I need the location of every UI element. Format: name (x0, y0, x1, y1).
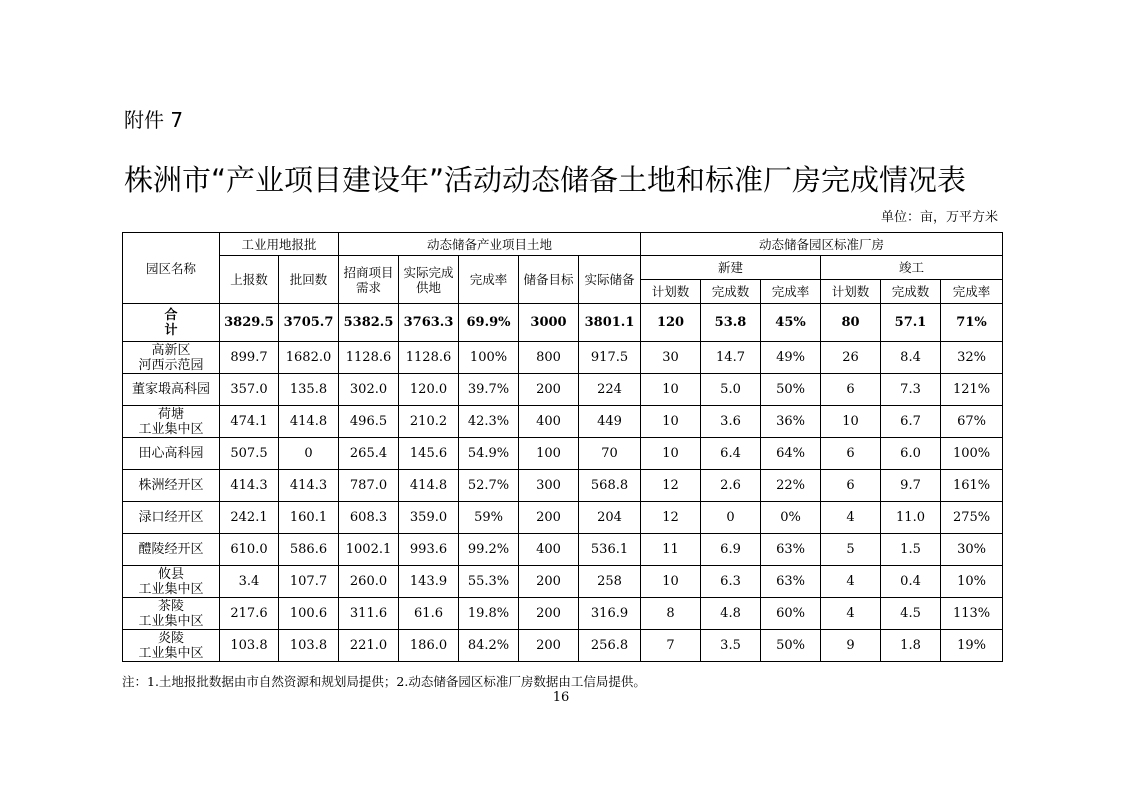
value-cell: 200 (519, 374, 579, 406)
value-cell: 496.5 (339, 406, 399, 438)
value-cell: 36% (761, 406, 821, 438)
header-completion-rate: 完成率 (459, 256, 519, 304)
value-cell: 100.6 (279, 598, 339, 630)
value-cell: 10 (641, 438, 701, 470)
value-cell: 143.9 (399, 566, 459, 598)
park-name-cell: 炎陵 工业集中区 (123, 630, 220, 662)
value-cell: 54.9% (459, 438, 519, 470)
footnote: 注：1.土地报批数据由市自然资源和规划局提供；2.动态储备园区标准厂房数据由工信局提供。 (122, 674, 646, 689)
value-cell: 414.8 (399, 470, 459, 502)
value-cell: 0% (761, 502, 821, 534)
value-cell: 917.5 (579, 342, 641, 374)
value-cell: 84.2% (459, 630, 519, 662)
park-name-cell: 高新区 河西示范园 (123, 342, 220, 374)
header-actual-reserve: 实际储备 (579, 256, 641, 304)
value-cell: 70 (579, 438, 641, 470)
park-name-cell: 渌口经开区 (123, 502, 220, 534)
value-cell: 536.1 (579, 534, 641, 566)
value-cell: 63% (761, 566, 821, 598)
value-cell: 135.8 (279, 374, 339, 406)
value-cell: 100 (519, 438, 579, 470)
value-cell: 6.3 (701, 566, 761, 598)
value-cell: 10 (641, 406, 701, 438)
value-cell: 61.6 (399, 598, 459, 630)
value-cell: 200 (519, 630, 579, 662)
value-cell: 357.0 (220, 374, 279, 406)
value-cell: 121% (941, 374, 1003, 406)
value-cell: 899.7 (220, 342, 279, 374)
value-cell: 3705.7 (279, 304, 339, 342)
value-cell: 120 (641, 304, 701, 342)
park-name-cell: 田心高科园 (123, 438, 220, 470)
value-cell: 200 (519, 566, 579, 598)
value-cell: 1002.1 (339, 534, 399, 566)
value-cell: 69.9% (459, 304, 519, 342)
value-cell: 30 (641, 342, 701, 374)
header-completed-work: 竣工 (821, 256, 1003, 280)
value-cell: 103.8 (279, 630, 339, 662)
value-cell: 359.0 (399, 502, 459, 534)
value-cell: 474.1 (220, 406, 279, 438)
value-cell: 19% (941, 630, 1003, 662)
value-cell: 275% (941, 502, 1003, 534)
value-cell: 0 (701, 502, 761, 534)
table-row-total (123, 304, 1003, 342)
value-cell: 22% (761, 470, 821, 502)
value-cell: 10% (941, 566, 1003, 598)
value-cell: 993.6 (399, 534, 459, 566)
value-cell: 60% (761, 598, 821, 630)
value-cell: 204 (579, 502, 641, 534)
value-cell: 186.0 (399, 630, 459, 662)
value-cell: 5 (821, 534, 881, 566)
value-cell: 39.7% (459, 374, 519, 406)
value-cell: 7 (641, 630, 701, 662)
table-row (123, 406, 1003, 438)
table-row (123, 342, 1003, 374)
value-cell: 10 (821, 406, 881, 438)
value-cell: 5.0 (701, 374, 761, 406)
value-cell: 787.0 (339, 470, 399, 502)
value-cell: 6 (821, 374, 881, 406)
value-cell: 1682.0 (279, 342, 339, 374)
value-cell: 1.8 (881, 630, 941, 662)
value-cell: 414.3 (279, 470, 339, 502)
value-cell: 217.6 (220, 598, 279, 630)
header-reported: 上报数 (220, 256, 279, 304)
value-cell: 200 (519, 502, 579, 534)
value-cell: 67% (941, 406, 1003, 438)
value-cell: 30% (941, 534, 1003, 566)
header-new-build: 新建 (641, 256, 821, 280)
value-cell: 99.2% (459, 534, 519, 566)
value-cell: 50% (761, 630, 821, 662)
table-row (123, 374, 1003, 406)
header-new-rate: 完成率 (761, 280, 821, 304)
value-cell: 55.3% (459, 566, 519, 598)
value-cell: 3829.5 (220, 304, 279, 342)
value-cell: 4 (821, 566, 881, 598)
table-row (123, 630, 1003, 662)
value-cell: 57.1 (881, 304, 941, 342)
value-cell: 5382.5 (339, 304, 399, 342)
value-cell: 4.8 (701, 598, 761, 630)
value-cell: 113% (941, 598, 1003, 630)
value-cell: 120.0 (399, 374, 459, 406)
header-group-dynamic-factory: 动态储备园区标准厂房 (641, 233, 1003, 256)
park-name-cell: 攸县 工业集中区 (123, 566, 220, 598)
header-comp-done: 完成数 (881, 280, 941, 304)
value-cell: 49% (761, 342, 821, 374)
value-cell: 3763.3 (399, 304, 459, 342)
value-cell: 42.3% (459, 406, 519, 438)
value-cell: 586.6 (279, 534, 339, 566)
value-cell: 414.3 (220, 470, 279, 502)
value-cell: 11 (641, 534, 701, 566)
header-new-done: 完成数 (701, 280, 761, 304)
park-name-cell: 董家塅高科园 (123, 374, 220, 406)
value-cell: 568.8 (579, 470, 641, 502)
value-cell: 0.4 (881, 566, 941, 598)
header-comp-rate: 完成率 (941, 280, 1003, 304)
header-park-name: 园区名称 (123, 233, 220, 304)
table-row (123, 502, 1003, 534)
table-row (123, 566, 1003, 598)
value-cell: 64% (761, 438, 821, 470)
value-cell: 145.6 (399, 438, 459, 470)
table-row (123, 470, 1003, 502)
value-cell: 4.5 (881, 598, 941, 630)
value-cell: 6.0 (881, 438, 941, 470)
value-cell: 608.3 (339, 502, 399, 534)
header-comp-plan: 计划数 (821, 280, 881, 304)
park-name-cell: 醴陵经开区 (123, 534, 220, 566)
value-cell: 14.7 (701, 342, 761, 374)
value-cell: 302.0 (339, 374, 399, 406)
value-cell: 59% (459, 502, 519, 534)
value-cell: 258 (579, 566, 641, 598)
value-cell: 107.7 (279, 566, 339, 598)
park-name-cell: 荷塘 工业集中区 (123, 406, 220, 438)
value-cell: 6.7 (881, 406, 941, 438)
value-cell: 6 (821, 438, 881, 470)
value-cell: 242.1 (220, 502, 279, 534)
page-title: 株洲市“产业项目建设年”活动动态储备土地和标准厂房完成情况表 (124, 163, 967, 197)
value-cell: 3801.1 (579, 304, 641, 342)
value-cell: 32% (941, 342, 1003, 374)
value-cell: 221.0 (339, 630, 399, 662)
unit-label: 单位：亩，万平方米 (880, 210, 998, 225)
value-cell: 3.6 (701, 406, 761, 438)
value-cell: 6 (821, 470, 881, 502)
value-cell: 414.8 (279, 406, 339, 438)
value-cell: 10 (641, 566, 701, 598)
value-cell: 53.8 (701, 304, 761, 342)
table-row (123, 438, 1003, 470)
value-cell: 45% (761, 304, 821, 342)
header-group-dynamic-land: 动态储备产业项目土地 (339, 233, 641, 256)
park-name-cell: 茶陵 工业集中区 (123, 598, 220, 630)
value-cell: 210.2 (399, 406, 459, 438)
header-approved: 批回数 (279, 256, 339, 304)
value-cell: 19.8% (459, 598, 519, 630)
value-cell: 160.1 (279, 502, 339, 534)
value-cell: 3.5 (701, 630, 761, 662)
header-investment-demand: 招商项目需求 (339, 256, 399, 304)
value-cell: 400 (519, 406, 579, 438)
page-number: 16 (552, 690, 570, 705)
value-cell: 103.8 (220, 630, 279, 662)
value-cell: 0 (279, 438, 339, 470)
value-cell: 9.7 (881, 470, 941, 502)
header-reserve-target: 储备目标 (519, 256, 579, 304)
value-cell: 300 (519, 470, 579, 502)
value-cell: 100% (459, 342, 519, 374)
value-cell: 1128.6 (399, 342, 459, 374)
value-cell: 449 (579, 406, 641, 438)
value-cell: 50% (761, 374, 821, 406)
value-cell: 26 (821, 342, 881, 374)
table-row (123, 598, 1003, 630)
value-cell: 10 (641, 374, 701, 406)
park-name-cell: 合 计 (123, 304, 220, 342)
value-cell: 507.5 (220, 438, 279, 470)
value-cell: 7.3 (881, 374, 941, 406)
header-new-plan: 计划数 (641, 280, 701, 304)
value-cell: 200 (519, 598, 579, 630)
value-cell: 6.9 (701, 534, 761, 566)
value-cell: 12 (641, 502, 701, 534)
value-cell: 265.4 (339, 438, 399, 470)
value-cell: 8 (641, 598, 701, 630)
table-body (123, 304, 1003, 662)
value-cell: 1128.6 (339, 342, 399, 374)
value-cell: 71% (941, 304, 1003, 342)
completion-table (122, 232, 1003, 662)
value-cell: 100% (941, 438, 1003, 470)
value-cell: 256.8 (579, 630, 641, 662)
value-cell: 3000 (519, 304, 579, 342)
value-cell: 8.4 (881, 342, 941, 374)
value-cell: 260.0 (339, 566, 399, 598)
value-cell: 1.5 (881, 534, 941, 566)
value-cell: 11.0 (881, 502, 941, 534)
value-cell: 6.4 (701, 438, 761, 470)
table-row (123, 534, 1003, 566)
value-cell: 12 (641, 470, 701, 502)
value-cell: 2.6 (701, 470, 761, 502)
value-cell: 52.7% (459, 470, 519, 502)
value-cell: 224 (579, 374, 641, 406)
value-cell: 80 (821, 304, 881, 342)
value-cell: 610.0 (220, 534, 279, 566)
park-name-cell: 株洲经开区 (123, 470, 220, 502)
value-cell: 400 (519, 534, 579, 566)
value-cell: 4 (821, 598, 881, 630)
value-cell: 4 (821, 502, 881, 534)
value-cell: 316.9 (579, 598, 641, 630)
value-cell: 800 (519, 342, 579, 374)
value-cell: 161% (941, 470, 1003, 502)
header-group-industrial-land: 工业用地报批 (220, 233, 339, 256)
annex-label: 附件 7 (124, 108, 184, 132)
value-cell: 9 (821, 630, 881, 662)
value-cell: 311.6 (339, 598, 399, 630)
value-cell: 3.4 (220, 566, 279, 598)
value-cell: 63% (761, 534, 821, 566)
header-actual-supply: 实际完成供地 (399, 256, 459, 304)
